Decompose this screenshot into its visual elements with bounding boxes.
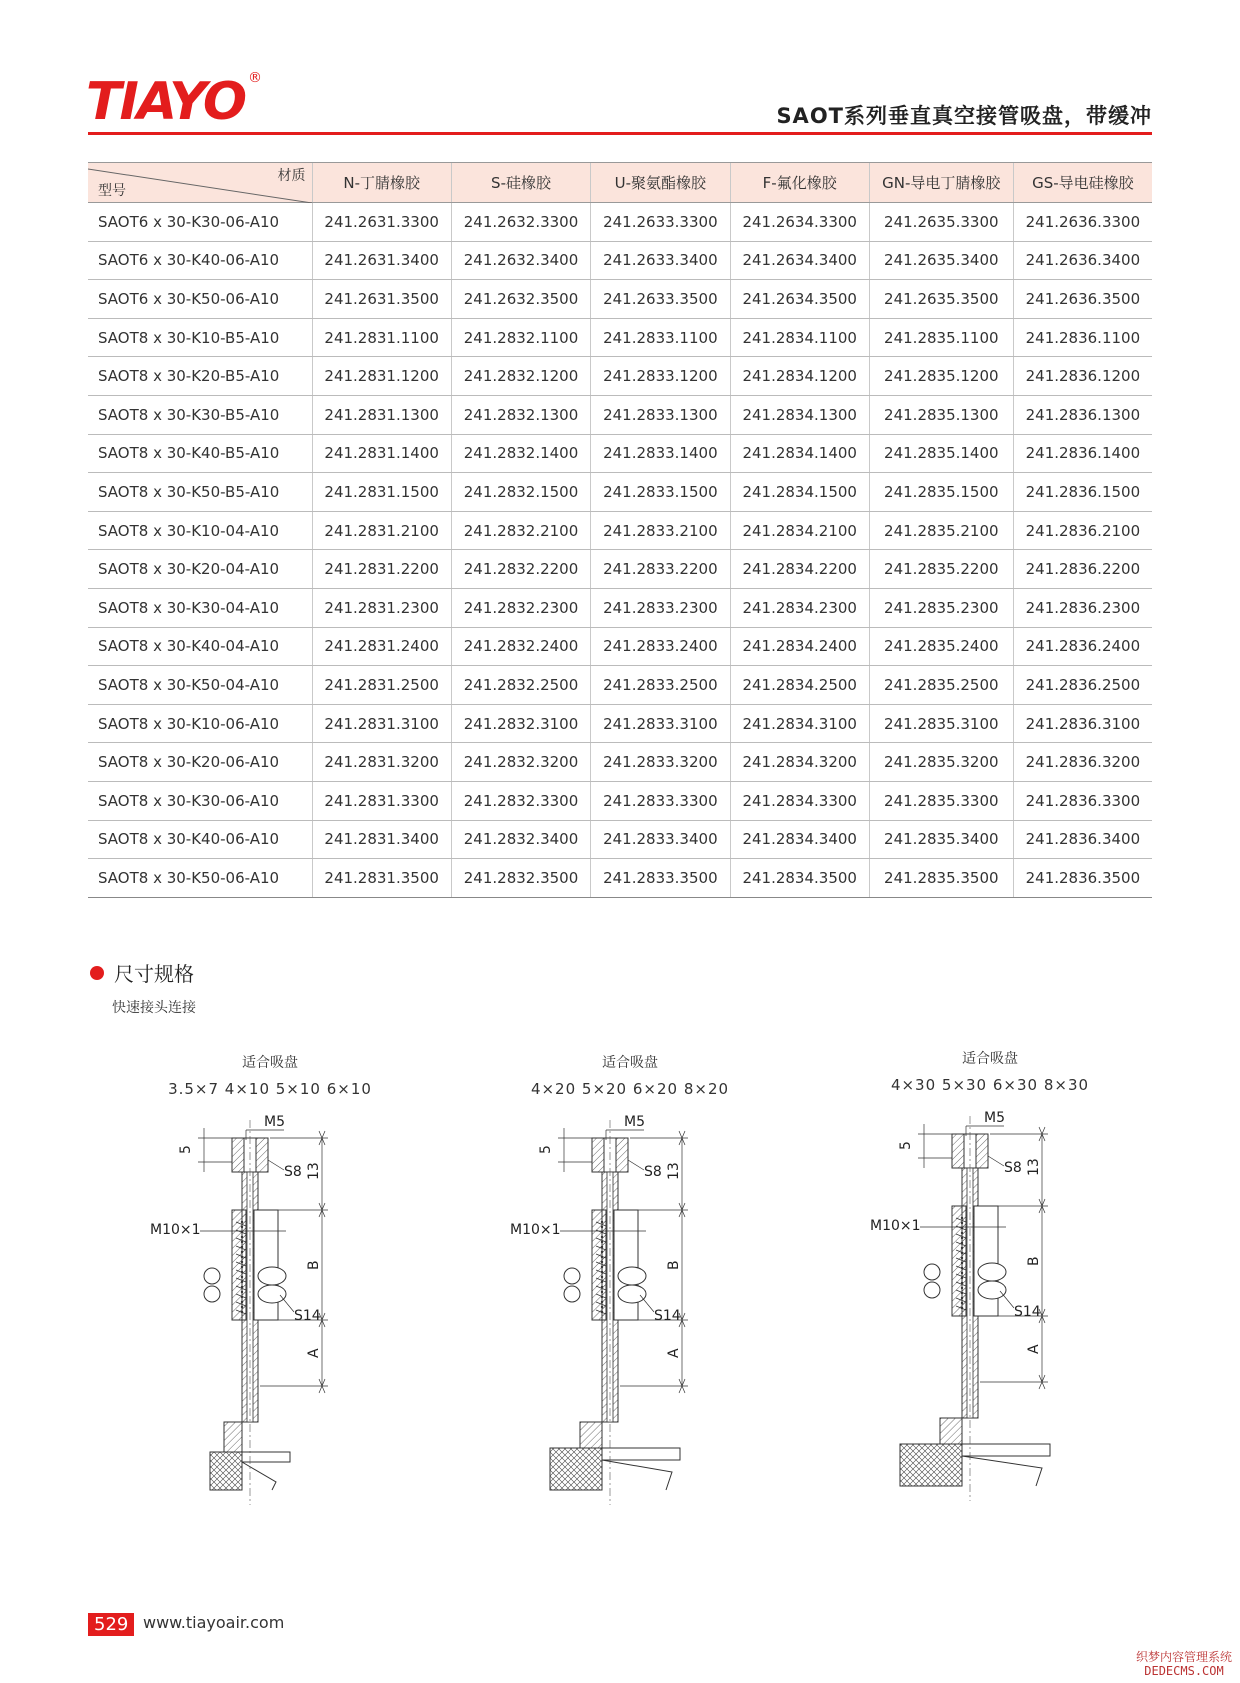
col-header: GN-导电丁腈橡胶 xyxy=(869,163,1013,203)
part-number-cell: 241.2833.3500 xyxy=(591,859,730,898)
website-link[interactable]: www.tiayoair.com xyxy=(143,1613,285,1632)
m10-label: M10×1 xyxy=(870,1218,921,1234)
part-number-cell: 241.2835.3300 xyxy=(869,781,1013,820)
part-number-cell: 241.2634.3400 xyxy=(730,241,869,280)
model-cell: SAOT8 x 30-K10-B5-A10 xyxy=(88,318,312,357)
model-cell: SAOT6 x 30-K50-06-A10 xyxy=(88,280,312,319)
part-number-cell: 241.2832.3300 xyxy=(451,781,590,820)
part-number-cell: 241.2833.2300 xyxy=(591,588,730,627)
part-number-cell: 241.2833.3400 xyxy=(591,820,730,859)
part-number-cell: 241.2836.3400 xyxy=(1013,820,1152,859)
part-number-cell: 241.2833.1200 xyxy=(591,357,730,396)
suitable-cup-sizes: 3.5×7 4×10 5×10 6×10 xyxy=(168,1080,372,1098)
m5-label: M5 xyxy=(984,1110,1005,1126)
part-number-cell: 241.2835.2400 xyxy=(869,627,1013,666)
part-number-cell: 241.2833.1100 xyxy=(591,318,730,357)
table-corner-header xyxy=(88,163,312,203)
part-number-cell: 241.2831.1400 xyxy=(312,434,451,473)
table-row xyxy=(88,627,1152,666)
header-divider xyxy=(88,132,1152,135)
part-number-cell: 241.2832.1500 xyxy=(451,473,590,512)
part-number-cell: 241.2836.1300 xyxy=(1013,395,1152,434)
table-row xyxy=(88,859,1152,898)
part-number-cell: 241.2633.3400 xyxy=(591,241,730,280)
dim-b-label: B xyxy=(666,1260,682,1270)
part-number-cell: 241.2834.1300 xyxy=(730,395,869,434)
table-row xyxy=(88,511,1152,550)
part-number-cell: 241.2834.3500 xyxy=(730,859,869,898)
cross-section-svg xyxy=(490,1110,770,1510)
m5-label: M5 xyxy=(624,1114,645,1130)
model-cell: SAOT8 x 30-K20-B5-A10 xyxy=(88,357,312,396)
part-number-cell: 241.2835.2300 xyxy=(869,588,1013,627)
model-cell: SAOT6 x 30-K30-06-A10 xyxy=(88,203,312,242)
part-number-cell: 241.2834.2200 xyxy=(730,550,869,589)
model-cell: SAOT8 x 30-K50-04-A10 xyxy=(88,666,312,705)
suitable-cup-label: 适合吸盘 xyxy=(602,1055,658,1071)
part-number-cell: 241.2836.2500 xyxy=(1013,666,1152,705)
m5-label: M5 xyxy=(264,1114,285,1130)
model-cell: SAOT8 x 30-K30-06-A10 xyxy=(88,781,312,820)
part-number-cell: 241.2632.3500 xyxy=(451,280,590,319)
s8-label: S8 xyxy=(644,1164,662,1180)
model-cell: SAOT6 x 30-K40-06-A10 xyxy=(88,241,312,280)
part-number-cell: 241.2833.2500 xyxy=(591,666,730,705)
dim-13-label: 13 xyxy=(1026,1158,1042,1176)
part-number-cell: 241.2635.3500 xyxy=(869,280,1013,319)
part-number-cell: 241.2832.1400 xyxy=(451,434,590,473)
part-number-cell: 241.2836.1100 xyxy=(1013,318,1152,357)
part-number-cell: 241.2633.3300 xyxy=(591,203,730,242)
col-header: U-聚氨酯橡胶 xyxy=(591,163,730,203)
page-number: 529 xyxy=(88,1613,134,1636)
part-number-cell: 241.2834.3100 xyxy=(730,704,869,743)
table-row xyxy=(88,280,1152,319)
table-row xyxy=(88,357,1152,396)
m10-label: M10×1 xyxy=(510,1222,561,1238)
section-title: 尺寸规格 xyxy=(114,962,194,986)
part-number-cell: 241.2834.2100 xyxy=(730,511,869,550)
part-number-cell: 241.2833.3100 xyxy=(591,704,730,743)
part-number-cell: 241.2833.3200 xyxy=(591,743,730,782)
part-number-cell: 241.2636.3500 xyxy=(1013,280,1152,319)
part-number-cell: 241.2635.3400 xyxy=(869,241,1013,280)
s14-label: S14 xyxy=(294,1308,321,1324)
col-header: GS-导电硅橡胶 xyxy=(1013,163,1152,203)
part-number-cell: 241.2836.1200 xyxy=(1013,357,1152,396)
part-number-cell: 241.2833.1300 xyxy=(591,395,730,434)
section-bullet-icon xyxy=(90,966,104,980)
watermark-text: 织梦内容管理系统 xyxy=(1135,1650,1232,1664)
registered-mark: ® xyxy=(248,70,262,86)
table-row xyxy=(88,588,1152,627)
part-number-cell: 241.2834.1400 xyxy=(730,434,869,473)
part-number-cell: 241.2835.3200 xyxy=(869,743,1013,782)
part-number-cell: 241.2636.3300 xyxy=(1013,203,1152,242)
dim-13-label: 13 xyxy=(666,1162,682,1180)
part-number-cell: 241.2836.1500 xyxy=(1013,473,1152,512)
part-number-cell: 241.2831.2400 xyxy=(312,627,451,666)
corner-material-label: 材质 xyxy=(277,168,306,184)
watermark-text: DEDECMS.COM xyxy=(1144,1664,1224,1678)
part-number-cell: 241.2831.3200 xyxy=(312,743,451,782)
model-cell: SAOT8 x 30-K10-06-A10 xyxy=(88,704,312,743)
part-number-cell: 241.2833.3300 xyxy=(591,781,730,820)
dim-5-label: 5 xyxy=(178,1145,194,1154)
part-number-cell: 241.2835.2200 xyxy=(869,550,1013,589)
model-cell: SAOT8 x 30-K40-04-A10 xyxy=(88,627,312,666)
table-row xyxy=(88,781,1152,820)
suitable-cup-label: 适合吸盘 xyxy=(242,1055,298,1071)
part-number-cell: 241.2836.3200 xyxy=(1013,743,1152,782)
part-number-cell: 241.2835.1200 xyxy=(869,357,1013,396)
table-row xyxy=(88,473,1152,512)
table-row xyxy=(88,241,1152,280)
part-number-cell: 241.2633.3500 xyxy=(591,280,730,319)
part-number-cell: 241.2832.2500 xyxy=(451,666,590,705)
table-row xyxy=(88,318,1152,357)
part-number-cell: 241.2635.3300 xyxy=(869,203,1013,242)
part-number-cell: 241.2831.2200 xyxy=(312,550,451,589)
model-cell: SAOT8 x 30-K40-06-A10 xyxy=(88,820,312,859)
part-number-cell: 241.2831.2500 xyxy=(312,666,451,705)
part-number-cell: 241.2836.2400 xyxy=(1013,627,1152,666)
col-header: S-硅橡胶 xyxy=(451,163,590,203)
table-row xyxy=(88,550,1152,589)
part-number-cell: 241.2832.3400 xyxy=(451,820,590,859)
part-number-cell: 241.2836.2200 xyxy=(1013,550,1152,589)
s14-label: S14 xyxy=(1014,1304,1041,1320)
part-number-cell: 241.2831.3500 xyxy=(312,859,451,898)
part-number-cell: 241.2836.3500 xyxy=(1013,859,1152,898)
table-row xyxy=(88,434,1152,473)
spec-table xyxy=(88,162,1152,898)
part-number-cell: 241.2832.2200 xyxy=(451,550,590,589)
part-number-cell: 241.2834.3200 xyxy=(730,743,869,782)
table-row xyxy=(88,395,1152,434)
part-number-cell: 241.2832.2300 xyxy=(451,588,590,627)
part-number-cell: 241.2636.3400 xyxy=(1013,241,1152,280)
dim-a-label: A xyxy=(306,1348,322,1358)
part-number-cell: 241.2833.2400 xyxy=(591,627,730,666)
part-number-cell: 241.2836.2100 xyxy=(1013,511,1152,550)
part-number-cell: 241.2835.2100 xyxy=(869,511,1013,550)
s8-label: S8 xyxy=(1004,1160,1022,1176)
part-number-cell: 241.2831.2100 xyxy=(312,511,451,550)
part-number-cell: 241.2832.3100 xyxy=(451,704,590,743)
table-row xyxy=(88,666,1152,705)
dim-b-label: B xyxy=(1026,1256,1042,1266)
table-header-row xyxy=(88,163,1152,203)
model-cell: SAOT8 x 30-K20-04-A10 xyxy=(88,550,312,589)
part-number-cell: 241.2836.3300 xyxy=(1013,781,1152,820)
suitable-cup-label: 适合吸盘 xyxy=(962,1051,1018,1067)
part-number-cell: 241.2832.3500 xyxy=(451,859,590,898)
part-number-cell: 241.2831.1200 xyxy=(312,357,451,396)
m10-label: M10×1 xyxy=(150,1222,201,1238)
part-number-cell: 241.2634.3500 xyxy=(730,280,869,319)
page-title: SAOT系列垂直真空接管吸盘，带缓冲 xyxy=(776,104,1152,128)
part-number-cell: 241.2631.3400 xyxy=(312,241,451,280)
model-cell: SAOT8 x 30-K50-B5-A10 xyxy=(88,473,312,512)
part-number-cell: 241.2632.3300 xyxy=(451,203,590,242)
part-number-cell: 241.2835.1100 xyxy=(869,318,1013,357)
model-cell: SAOT8 x 30-K40-B5-A10 xyxy=(88,434,312,473)
table-row xyxy=(88,704,1152,743)
suitable-cup-sizes: 4×30 5×30 6×30 8×30 xyxy=(890,1076,1090,1094)
part-number-cell: 241.2834.1500 xyxy=(730,473,869,512)
part-number-cell: 241.2831.3400 xyxy=(312,820,451,859)
col-header: N-丁腈橡胶 xyxy=(312,163,451,203)
dim-5-label: 5 xyxy=(538,1145,554,1154)
dim-13-label: 13 xyxy=(306,1162,322,1180)
part-number-cell: 241.2631.3300 xyxy=(312,203,451,242)
dim-a-label: A xyxy=(666,1348,682,1358)
part-number-cell: 241.2831.2300 xyxy=(312,588,451,627)
corner-type-label: 型号 xyxy=(98,183,126,199)
part-number-cell: 241.2831.3100 xyxy=(312,704,451,743)
part-number-cell: 241.2834.3400 xyxy=(730,820,869,859)
part-number-cell: 241.2836.1400 xyxy=(1013,434,1152,473)
suitable-cup-sizes: 4×20 5×20 6×20 8×20 xyxy=(530,1080,730,1098)
part-number-cell: 241.2833.2200 xyxy=(591,550,730,589)
part-number-cell: 241.2833.1500 xyxy=(591,473,730,512)
dim-a-label: A xyxy=(1026,1344,1042,1354)
part-number-cell: 241.2831.1300 xyxy=(312,395,451,434)
cross-section-svg xyxy=(130,1110,410,1510)
part-number-cell: 241.2835.2500 xyxy=(869,666,1013,705)
dim-b-label: B xyxy=(306,1260,322,1270)
watermark xyxy=(1136,1650,1232,1678)
part-number-cell: 241.2832.3200 xyxy=(451,743,590,782)
part-number-cell: 241.2835.3500 xyxy=(869,859,1013,898)
dim-5-label: 5 xyxy=(898,1141,914,1150)
part-number-cell: 241.2834.2300 xyxy=(730,588,869,627)
part-number-cell: 241.2831.1100 xyxy=(312,318,451,357)
model-cell: SAOT8 x 30-K10-04-A10 xyxy=(88,511,312,550)
dimension-drawing xyxy=(490,1052,770,1512)
part-number-cell: 241.2835.1300 xyxy=(869,395,1013,434)
part-number-cell: 241.2833.1400 xyxy=(591,434,730,473)
part-number-cell: 241.2832.2100 xyxy=(451,511,590,550)
col-header: F-氟化橡胶 xyxy=(730,163,869,203)
brand-logo: TIAYO xyxy=(86,72,246,132)
part-number-cell: 241.2834.3300 xyxy=(730,781,869,820)
part-number-cell: 241.2832.1200 xyxy=(451,357,590,396)
table-row xyxy=(88,820,1152,859)
part-number-cell: 241.2834.2500 xyxy=(730,666,869,705)
cross-section-svg xyxy=(850,1106,1130,1506)
model-cell: SAOT8 x 30-K50-06-A10 xyxy=(88,859,312,898)
part-number-cell: 241.2833.2100 xyxy=(591,511,730,550)
part-number-cell: 241.2836.2300 xyxy=(1013,588,1152,627)
table-row xyxy=(88,743,1152,782)
part-number-cell: 241.2832.1100 xyxy=(451,318,590,357)
table-row xyxy=(88,203,1152,242)
section-subtitle: 快速接头连接 xyxy=(112,1000,196,1016)
part-number-cell: 241.2634.3300 xyxy=(730,203,869,242)
model-cell: SAOT8 x 30-K30-B5-A10 xyxy=(88,395,312,434)
part-number-cell: 241.2835.1400 xyxy=(869,434,1013,473)
part-number-cell: 241.2835.1500 xyxy=(869,473,1013,512)
part-number-cell: 241.2831.3300 xyxy=(312,781,451,820)
dimension-drawing xyxy=(130,1052,410,1512)
part-number-cell: 241.2836.3100 xyxy=(1013,704,1152,743)
part-number-cell: 241.2832.2400 xyxy=(451,627,590,666)
part-number-cell: 241.2834.1200 xyxy=(730,357,869,396)
part-number-cell: 241.2631.3500 xyxy=(312,280,451,319)
s8-label: S8 xyxy=(284,1164,302,1180)
part-number-cell: 241.2831.1500 xyxy=(312,473,451,512)
s14-label: S14 xyxy=(654,1308,681,1324)
part-number-cell: 241.2835.3400 xyxy=(869,820,1013,859)
model-cell: SAOT8 x 30-K30-04-A10 xyxy=(88,588,312,627)
part-number-cell: 241.2834.1100 xyxy=(730,318,869,357)
part-number-cell: 241.2832.1300 xyxy=(451,395,590,434)
part-number-cell: 241.2632.3400 xyxy=(451,241,590,280)
part-number-cell: 241.2835.3100 xyxy=(869,704,1013,743)
dimension-drawing xyxy=(850,1048,1130,1508)
model-cell: SAOT8 x 30-K20-06-A10 xyxy=(88,743,312,782)
part-number-cell: 241.2834.2400 xyxy=(730,627,869,666)
